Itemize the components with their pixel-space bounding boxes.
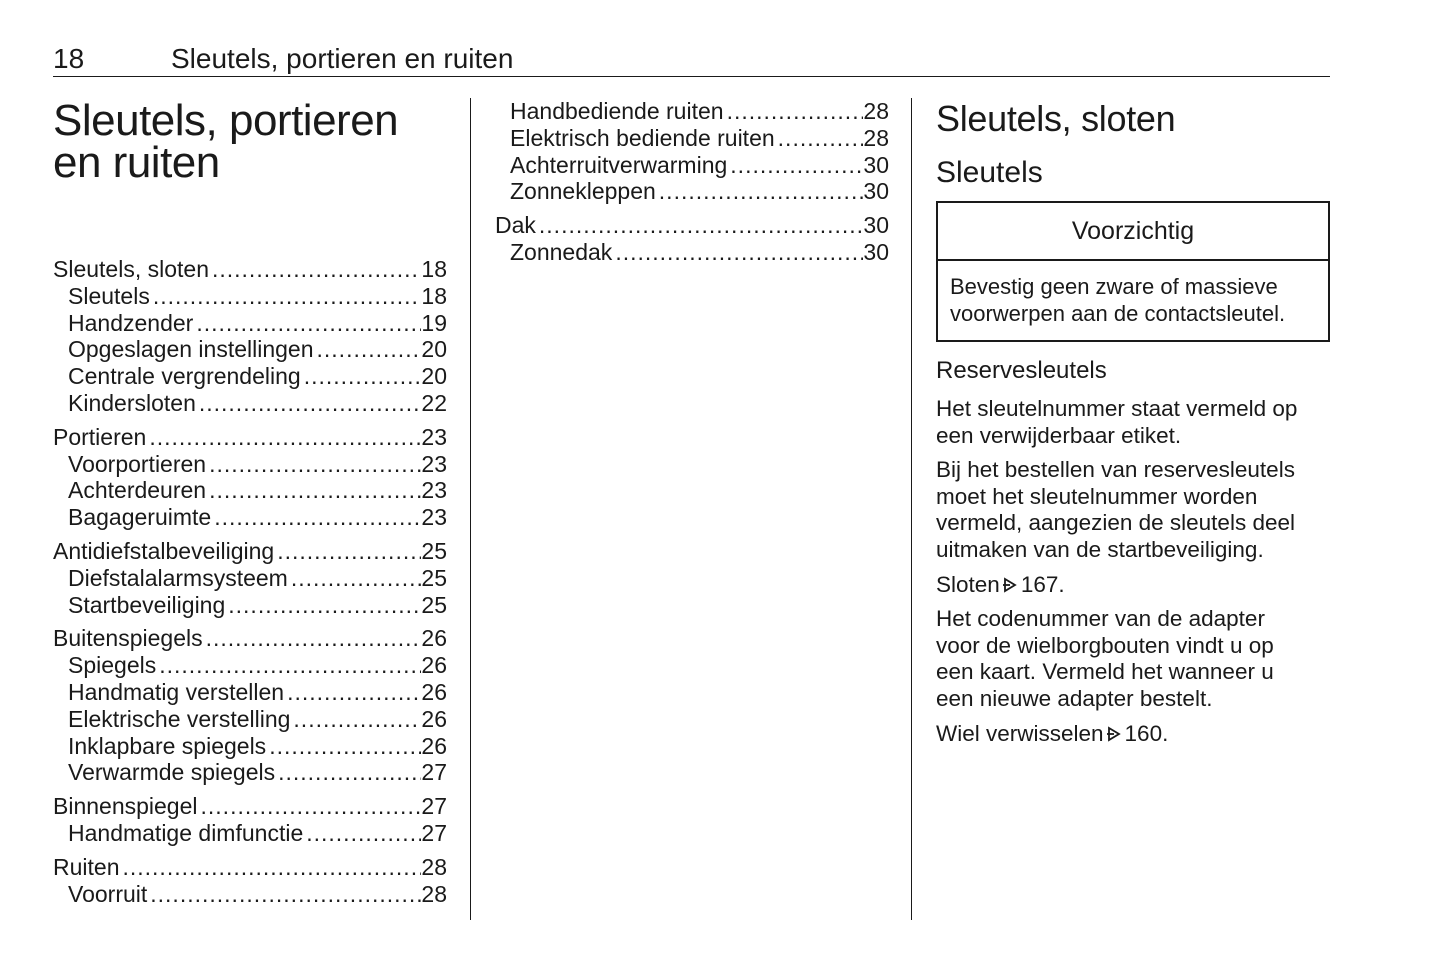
toc-page-number: 18	[421, 282, 447, 309]
dot-leader	[301, 363, 422, 390]
dot-leader	[211, 504, 421, 531]
toc-subentry[interactable]	[495, 178, 889, 205]
subsection-heading: Sleutels	[936, 156, 1043, 189]
toc-page-number: 28	[421, 880, 447, 907]
toc-subentry[interactable]	[53, 759, 447, 786]
cross-reference-wiel-verwisselen[interactable]: Wiel verwisselen 160.	[936, 720, 1169, 746]
toc-page-number: 30	[863, 238, 889, 265]
toc-page-number: 25	[421, 591, 447, 618]
toc-page-number: 22	[421, 389, 447, 416]
toc-group	[53, 256, 447, 417]
table-of-contents-continued	[495, 98, 889, 266]
toc-group-continued	[495, 98, 889, 205]
toc-group	[53, 424, 447, 531]
toc-group	[53, 625, 447, 786]
toc-page-number: 30	[863, 212, 889, 239]
toc-entry[interactable]	[53, 625, 447, 652]
toc-column-2	[495, 98, 889, 273]
cross-reference-sloten[interactable]: Sloten 167.	[936, 571, 1065, 597]
toc-page-number: 20	[421, 336, 447, 363]
dot-leader	[275, 759, 421, 786]
toc-subentry[interactable]	[53, 310, 447, 337]
caution-box	[936, 201, 1330, 342]
table-of-contents	[53, 256, 447, 907]
dot-leader	[775, 125, 864, 152]
dot-leader	[288, 565, 422, 592]
toc-subentry[interactable]	[53, 363, 447, 390]
dot-leader	[656, 178, 864, 205]
toc-entry-title: Sleutels, sloten	[53, 256, 209, 282]
running-header	[53, 42, 1330, 77]
toc-page-number: 28	[421, 853, 447, 880]
toc-entry-title: Verwarmde spiegels	[68, 759, 276, 786]
section-heading: Sleutels, sloten	[936, 98, 1176, 139]
toc-entry-title: Binnenspiegel	[53, 793, 198, 820]
toc-entry-title: Inklapbare spiegels	[68, 732, 267, 759]
column-divider	[911, 98, 912, 920]
toc-page-number: 25	[421, 564, 447, 591]
toc-subentry[interactable]	[53, 592, 447, 619]
paragraph: Bij het bestellen van reservesleutels moet het sleutelnummer worden vermeld, aangezien de sleutels deel uitmaken van de startbeveiliging.	[936, 457, 1295, 562]
toc-group	[53, 538, 447, 618]
dot-leader	[209, 256, 421, 283]
toc-page-number: 23	[421, 477, 447, 504]
toc-page-number: 26	[421, 705, 447, 732]
column-divider	[470, 98, 471, 920]
toc-page-number: 27	[421, 793, 447, 820]
toc-entry-title: Zonnedak	[510, 238, 613, 265]
dot-leader	[727, 152, 863, 179]
toc-entry-title: Antidiefstalbeveiliging	[53, 537, 275, 564]
toc-entry-title: Diefstalalarmsysteem	[68, 564, 288, 591]
dot-leader	[196, 390, 422, 417]
toc-entry-title: Handzender	[68, 309, 194, 336]
dot-leader	[150, 283, 422, 310]
toc-subentry[interactable]	[495, 239, 889, 266]
arrow-reference-icon	[1107, 726, 1121, 742]
toc-subentry[interactable]	[53, 820, 447, 847]
toc-entry-title: Zonnekleppen	[510, 178, 656, 205]
caution-title: Voorzichtig	[938, 203, 1328, 261]
page-number: 18	[53, 43, 85, 74]
content-column	[936, 98, 1330, 755]
toc-entry-title: Kindersloten	[68, 389, 196, 416]
toc-entry-title: Elektrisch bediende ruiten	[510, 124, 775, 151]
toc-entry-title: Portieren	[53, 423, 147, 450]
toc-page-number: 19	[421, 309, 447, 336]
toc-subentry[interactable]	[495, 125, 889, 152]
toc-page-number: 30	[863, 178, 889, 205]
toc-column-1	[53, 96, 447, 914]
dot-leader	[206, 477, 421, 504]
toc-entry-title: Elektrische verstelling	[68, 705, 291, 732]
toc-page-number: 23	[421, 450, 447, 477]
toc-entry-title: Sleutels	[68, 282, 150, 309]
toc-page-number: 27	[421, 819, 447, 846]
toc-page-number: 26	[421, 732, 447, 759]
toc-entry-title: Ruiten	[53, 853, 120, 880]
toc-subentry[interactable]	[53, 390, 447, 417]
dot-leader	[203, 625, 422, 652]
dot-leader	[724, 98, 864, 125]
dot-leader	[119, 854, 421, 881]
dot-leader	[612, 239, 863, 266]
toc-entry[interactable]	[53, 854, 447, 881]
toc-entry-title: Buitenspiegels	[53, 625, 203, 652]
toc-subentry[interactable]	[53, 881, 447, 908]
running-title: Sleutels, portieren en ruiten	[171, 43, 514, 74]
toc-group	[53, 854, 447, 908]
toc-subentry[interactable]	[53, 652, 447, 679]
toc-page-number: 27	[421, 759, 447, 786]
toc-entry-title: Achterdeuren	[68, 477, 207, 504]
toc-page-number: 18	[421, 256, 447, 282]
subsubsection-heading: Reservesleutels	[936, 357, 1107, 384]
toc-entry-title: Achterruitverwarming	[510, 151, 728, 178]
dot-leader	[198, 793, 422, 820]
toc-entry-title: Dak	[495, 212, 536, 239]
toc-entry[interactable]	[495, 212, 889, 239]
toc-page-number: 20	[421, 363, 447, 390]
dot-leader	[266, 733, 421, 760]
toc-entry[interactable]	[53, 424, 447, 451]
toc-group	[495, 212, 889, 266]
toc-entry-title: Spiegels	[68, 652, 157, 679]
toc-page-number: 23	[421, 423, 447, 450]
toc-entry[interactable]	[53, 538, 447, 565]
dot-leader	[290, 706, 421, 733]
arrow-reference-icon	[1003, 577, 1017, 593]
dot-leader	[146, 424, 421, 451]
dot-leader	[303, 820, 421, 847]
toc-entry-title: Centrale vergrendeling	[68, 363, 301, 390]
dot-leader	[156, 652, 421, 679]
toc-entry[interactable]	[53, 793, 447, 820]
paragraph: Het codenummer van de adapter voor de wielborgbouten vindt u op een kaart. Vermeld het wanneer u een nieuwe adapter bestelt.	[936, 606, 1274, 711]
toc-page-number: 28	[863, 98, 889, 124]
dot-leader	[193, 310, 421, 337]
dot-leader	[536, 212, 864, 239]
toc-subentry[interactable]	[53, 706, 447, 733]
dot-leader	[225, 592, 421, 619]
toc-subentry[interactable]	[53, 336, 447, 363]
toc-entry-title: Voorruit	[68, 880, 148, 907]
toc-entry-title: Handmatige dimfunctie	[68, 819, 304, 846]
toc-page-number: 25	[421, 537, 447, 564]
toc-page-number: 30	[863, 151, 889, 178]
paragraph: Het sleutelnummer staat vermeld op een verwijderbaar etiket.	[936, 396, 1298, 448]
dot-leader	[206, 451, 421, 478]
toc-subentry[interactable]	[53, 283, 447, 310]
toc-subentry[interactable]	[495, 152, 889, 179]
toc-page-number: 26	[421, 625, 447, 652]
toc-page-number: 23	[421, 504, 447, 531]
caution-text: Bevestig geen zware of massieve voorwerpen aan de contactsleutel.	[950, 274, 1286, 326]
toc-entry-title: Bagageruimte	[68, 504, 212, 531]
dot-leader	[314, 336, 422, 363]
dot-leader	[274, 538, 421, 565]
toc-entry[interactable]	[53, 256, 447, 283]
toc-subentry[interactable]	[53, 679, 447, 706]
toc-subentry[interactable]	[495, 98, 889, 125]
toc-entry-title: Opgeslagen instellingen	[68, 336, 314, 363]
toc-subentry[interactable]	[53, 733, 447, 760]
dot-leader	[284, 679, 421, 706]
toc-subentry[interactable]	[53, 504, 447, 531]
toc-entry-title: Handmatig verstellen	[68, 678, 285, 705]
dot-leader	[147, 881, 421, 908]
toc-page-number: 26	[421, 678, 447, 705]
toc-entry-title: Handbediende ruiten	[510, 98, 724, 124]
toc-page-number: 26	[421, 652, 447, 679]
toc-page-number: 28	[863, 124, 889, 151]
toc-subentry[interactable]	[53, 477, 447, 504]
chapter-title: Sleutels, portieren en ruiten	[53, 96, 399, 187]
toc-subentry[interactable]	[53, 565, 447, 592]
toc-subentry[interactable]	[53, 451, 447, 478]
toc-entry-title: Voorportieren	[68, 450, 207, 477]
toc-entry-title: Startbeveiliging	[68, 591, 226, 618]
toc-group	[53, 793, 447, 847]
